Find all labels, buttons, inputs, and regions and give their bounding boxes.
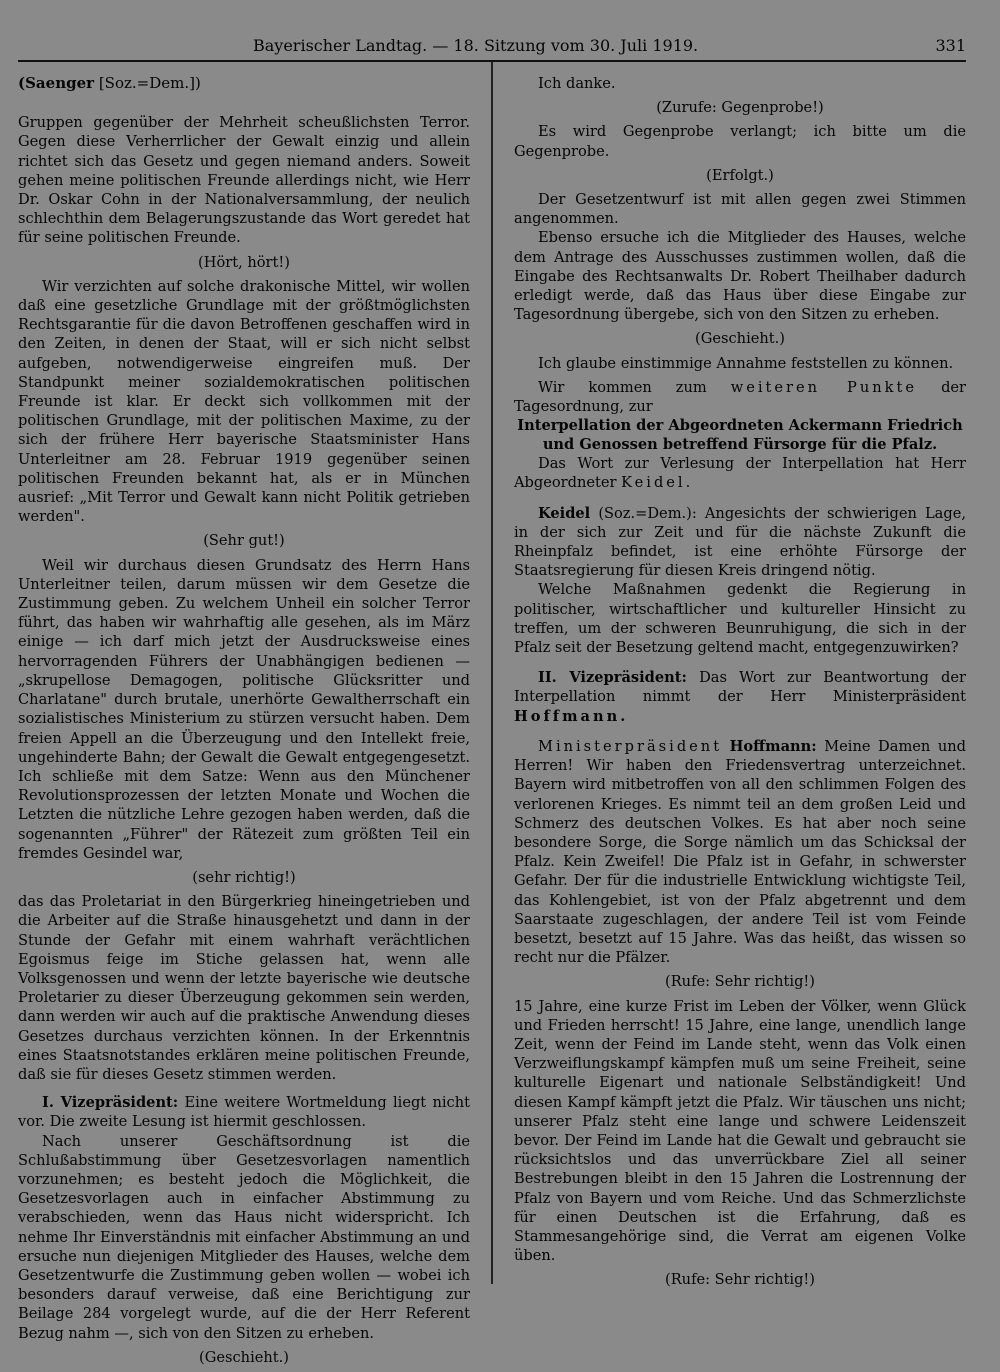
interjection: (Sehr gut!) — [203, 532, 285, 550]
paragraph-text: Das Wort zur Verlesung der Interpellation hat Herr Abgeordneter — [514, 455, 966, 492]
paragraph: das das Proletariat in den Bürgerkrieg hineingetrieben und die Arbeiter auf die Straße hinausgehetzt und dann in der Stunde der Gefahr mit einem wahrhaft verächtlichen Egoismus feige im Stiche gelassen hat, wenn alle Volksgenossen und wenn der letzte bayerische wie deutsche Proletarier zu dieser Überzeugung gekommen sein werden, dann werden wir auch auf die praktische Anwendung dieses Gesetzes durchaus verzichten können. In der Erkenntnis eines Staatsnotstandes erklären meine politischen Freunde, daß sie für dieses Gesetz stimmen werden. — [18, 893, 470, 1083]
agenda-text: Wir kommen zum — [538, 378, 707, 396]
column-divider — [491, 62, 493, 1284]
paragraph: Der Gesetzentwurf ist mit allen gegen zwei Stimmen angenommen. — [514, 191, 966, 228]
interjection: (Geschieht.) — [199, 1348, 289, 1366]
paragraph: Welche Maßnahmen gedenkt die Regierung in politischer, wirtschaftlicher und kultureller Hinsicht zu treffen, um der schweren Beunruhigung, die sich in der Pfalz seit der Besetzung geltend macht, entgegenzuwirken? — [514, 581, 966, 657]
speaker-name: (Saenger — [18, 74, 95, 92]
paragraph: Ich glaube einstimmige Annahme feststellen zu können. — [538, 354, 954, 372]
speaker-role: Ministerpräsident — [538, 737, 723, 755]
interjection: (Zurufe: Gegenprobe!) — [656, 99, 824, 117]
left-column — [18, 74, 470, 1372]
speaker-statement — [514, 737, 966, 967]
speaker-reference: Hoffmann. — [514, 707, 629, 725]
paragraph: Gruppen gegenüber der Mehrheit scheußlichsten Terror. Gegen diese Verherrlicher der Gewalt einzig und allein richtet sich das Gesetz und gegen niemand anders. Soweit gehen meine politischen Freunde allerdings nicht, wie Herr Dr. Oskar Cohn in der Nationalversammlung, der neulich schlechthin dem Belagerungszustande das Wort geredet hat für seine politischen Freunde. — [18, 114, 470, 247]
speaker-name: Keidel — [538, 504, 591, 522]
vice-president-statement — [514, 668, 966, 726]
statement-text: Das Wort zur Beantwortung der Interpellation nimmt der Herr Ministerpräsident — [514, 669, 966, 706]
agenda-emphasis: weiteren Punkte — [730, 378, 918, 396]
paragraph: 15 Jahre, eine kurze Frist im Leben der Völker, wenn Glück und Frieden herrscht! 15 Jahre, eine lange, unendlich lange Zeit, wenn der Feind im Lande steht, wenn das Volk einen Verzweiflungskampf kämpfen muß um seine Freiheit, seine kulturelle Eigenart und nationale Selbständigkeit! Und diesen Kampf kämpft jetzt die Pfalz. Wir täuschen uns nicht; unserer Pfalz steht eine lange und schwere Leidenszeit bevor. Der Feind im Lande hat die Gewalt und gebraucht sie rücksichtslos und das unverrückbare Ziel all seiner Bestrebungen bleibt in den 15 Jahren die Lostrennung der Pfalz von Bayern und vom Reiche. Und das Schmerzlichste für einen Deutschen ist die Erfahrung, daß es Stammesangehörige sind, die Verrat am eigenen Volke üben. — [514, 997, 966, 1265]
right-column — [514, 74, 966, 1295]
paragraph: Weil wir durchaus diesen Grundsatz des Herrn Hans Unterleitner teilen, darum müssen wir dem Gesetze die Zustimmung geben. Zu welchem Unheil ein solcher Terror führt, das haben wir wahrhaftig alle gesehen, als im März einige — ich darf mich jetzt der Ausdrucksweise eines hervorragenden Führers der Unabhängigen bedienen — „skrupellose Demagogen, politische Glücksritter und Charlatane" durch brutale, unerhörte Gewaltherrschaft ein sozialistisches Ministerium zu stürzen versucht haben. Dem freien Appell an die Überzeugung und den Intellekt freie, ungehinderte Bahn; der Gewalt die Gewalt entgegengesetzt. Ich schließe mit dem Satze: Wenn aus den Münchener Revolutionsprozessen der letzten Monate und Wochen die Letzten die nützliche Lehre gezogen haben werden, daß die sogenannten „Führer" der Rätezeit zum größten Teil ein fremdes Gesindel war, — [18, 556, 470, 862]
speaker-party: [Soz.=Dem.]) — [98, 74, 201, 92]
statement-text: (Soz.=Dem.): Angesichts der schwierigen Lage, in der sich zur Zeit und für die nächste Zukunft die Rheinpfalz befindet, ist eine erhöhte Fürsorge der Staatsregierung für diesen Kreis dringend nötig. — [514, 504, 966, 580]
interjection: (Erfolgt.) — [706, 166, 774, 184]
paragraph: Ebenso ersuche ich die Mitglieder des Hauses, welche dem Antrage des Ausschusses zustimmen wollen, daß die Eingabe des Rechtsanwalts Dr. Robert Theilhaber dadurch erledigt werde, daß das Haus über diese Eingabe zur Tagesordnung übergebe, sich von den Sitzen zu erheben. — [514, 229, 966, 324]
page-header — [18, 34, 966, 62]
paragraph: Wir verzichten auf solche drakonische Mittel, wir wollen daß eine gesetzliche Grundlage mit der größtmöglichsten Rechtsgarantie für die davon Betroffenen geschaffen wird in den Zeiten, in denen der Staat, will er sich nicht selbst aufgeben, notwendigerweise eingreifen muß. Der Standpunkt meiner sozialdemokratischen politischen Freunde ist klar. Er deckt sich vollkommen mit der politischen Grundlage, mit der politischen Maxime, zu der sich der frühere Herr bayerische Staatsminister Hans Unterleitner am 28. Februar 1919 gegenüber seinen politischen Freunden bekannt hat, als er in München ausrief: „Mit Terror und Gewalt kann nicht Politik getrieben werden". — [18, 277, 470, 526]
interpellation-title: Interpellation der Abgeordneten Ackermann Friedrich und Genossen betreffend Fürsorge für die Pfalz. — [517, 417, 963, 454]
agenda-text: der Tagesordnung, zur — [514, 378, 967, 416]
speaker-reference: Keidel. — [621, 474, 694, 492]
agenda-paragraph — [514, 378, 966, 416]
interjection: (sehr richtig!) — [192, 868, 296, 886]
vice-president-label: I. Vizepräsident: — [42, 1094, 179, 1112]
paragraph: Nach unserer Geschäftsordnung ist die Schlußabstimmung über Gesetzesvorlagen namentlich vorzunehmen; es besteht jedoch die Möglichkeit, die Gesetzesvorlagen auch in einfacher Abstimmung zu verabschieden, wenn das Haus nicht widerspricht. Ich nehme Ihr Einverständnis mit einfacher Abstimmung an und ersuche nun diejenigen Mitglieder des Hauses, welche dem Gesetzentwurfe die Zustimmung geben wollen — wobei ich besonders darauf verweise, daß eine Berichtigung zur Beilage 284 vorgelegt wurde, auf die der Herr Referent Bezug nahm —, sich von den Sitzen zu erheben. — [18, 1132, 470, 1342]
vice-president-statement — [18, 1093, 470, 1131]
page-number: 331 — [935, 36, 966, 55]
statement-text: Eine weitere Wortmeldung liegt nicht vor. Die zweite Lesung ist hiermit geschlossen. — [18, 1094, 470, 1131]
interjection: (Rufe: Sehr richtig!) — [665, 973, 815, 991]
speaker-name: Hoffmann: — [729, 737, 817, 755]
speaker-line — [18, 74, 470, 93]
running-title: Bayerischer Landtag. — 18. Sitzung vom 30. Juli 1919. — [253, 36, 699, 55]
interjection: (Geschieht.) — [695, 330, 785, 348]
speaker-statement — [514, 504, 966, 581]
vice-president-label: II. Vizepräsident: — [538, 669, 687, 687]
paragraph — [514, 454, 966, 492]
statement-text: Meine Damen und Herren! Wir haben den Friedensvertrag unterzeichnet. Bayern wird mitbetroffen von all den schlimmen Folgen des verlorenen Krieges. Es nimmt teil an dem großen Leid und Schmerz des deutschen Volkes. Es hat aber noch seine besondere Sorge, die Sorge nämlich um das Schicksal der Pfalz. Kein Zweifel! Die Pfalz ist in Gefahr, in schwerster Gefahr. Der für die industrielle Entwicklung wichtigste Teil, das Kohlengebiet, ist von der Pfalz abgetrennt und dem Saarstaate zugeschlagen, der andere Teil ist vom Feinde besetzt, besetzt auf 15 Jahre. Was das heißt, das wissen so recht nur die Pfälzer. — [514, 737, 967, 967]
paragraph: Es wird Gegenprobe verlangt; ich bitte um die Gegenprobe. — [514, 123, 966, 160]
interjection: (Hört, hört!) — [198, 253, 290, 271]
paragraph: Ich danke. — [538, 75, 616, 92]
interjection: (Rufe: Sehr richtig!) — [665, 1271, 815, 1289]
